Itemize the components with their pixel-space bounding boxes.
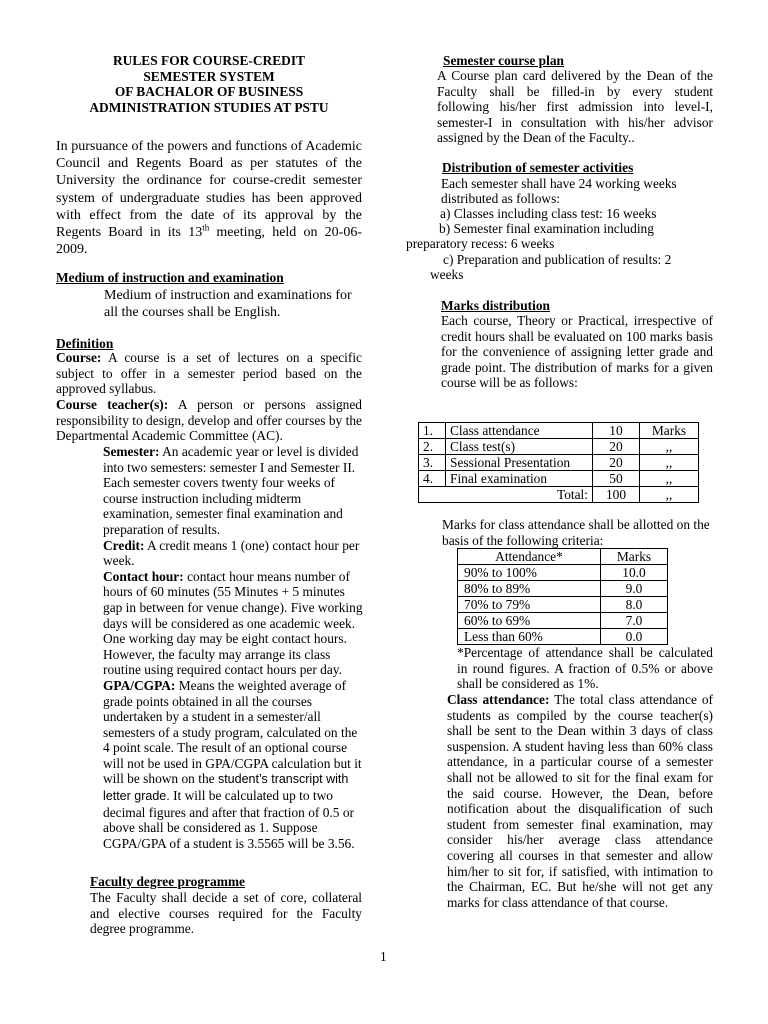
distribution-item-c1: c) Preparation and publication of results: 2 [443, 252, 672, 267]
definition-heading: Definition [56, 336, 114, 351]
table-row: 4. Final examination 50 ,, [419, 471, 699, 487]
table-row-total: Total: 100 ,, [419, 487, 699, 503]
table-row: 3. Sessional Presentation 20 ,, [419, 455, 699, 471]
distribution-line2: distributed as follows: [441, 191, 561, 206]
attendance-intro: Marks for class attendance shall be allotted on the basis of the following criteria: [442, 517, 710, 548]
document-title [56, 53, 362, 115]
definition-contact-hour: Contact hour: contact hour means number of hours of 60 minutes (55 Minutes + 5 minutes gap in between for venue change). Five working days will be considered as one academic week. One working day may be eight contact hours. However, the faculty may arrange its class routine using required contact hours per day. [103, 568, 363, 678]
table-row: 1. Class attendance 10 Marks [419, 423, 699, 439]
marks-text: Each course, Theory or Practical, irrespective of credit hours shall be evaluated on 100 marks basis for the convenience of assigning letter grade and grade point. The distribution of marks for a given course will be as follows: [441, 313, 713, 391]
title-line: RULES FOR COURSE-CREDIT [113, 53, 305, 68]
title-line: ADMINISTRATION STUDIES AT PSTU [89, 99, 329, 115]
distribution-line1: Each semester shall have 24 working weeks [441, 176, 677, 191]
table-row: Less than 60% 0.0 [458, 629, 668, 645]
medium-heading: Medium of instruction and examination [56, 270, 284, 285]
definition-credit: Credit: A credit means 1 (one) contact hour per week. [103, 537, 360, 569]
distribution-item-b2: preparatory recess: 6 weeks [406, 236, 555, 251]
table-row: 70% to 79% 8.0 [458, 597, 668, 613]
medium-text: Medium of instruction and examinations for all the courses shall be English. [104, 288, 352, 320]
intro-paragraph: In pursuance of the powers and functions of Academic Council and Regents Board as per statutes of the University the ordinance for course-credit semester system of undergraduate studies has been approved with effect from the date of its approval by the Regents Board in its 13th meeting, held on 20-06-2009. [56, 139, 363, 258]
page-number: 1 [380, 949, 387, 964]
definition-teacher: Course teacher(s): A person or persons assigned responsibility to design, develop and offer courses by the Departmental Academic Committee (AC). [56, 397, 362, 444]
distribution-heading: Distribution of semester activities [442, 160, 634, 175]
plan-text: A Course plan card delivered by the Dean of the Faculty shall be filled-in by every student following his/her first admission into level-I, semester-I in consultation with his/her advisor assigned by the Dean of the Faculty.. [437, 68, 713, 146]
definition-gpa: GPA/CGPA: Means the weighted average of grade points obtained in all the courses undertaken by a student in a semester/all semesters of a study program, calculated on the 4 point scale. The result of an optional course will not be used in GPA/CGPA calculation but it will be shown on the student’s transcript with letter grade. It will be calculated up to two decimal figures and after that fraction of 0.5 or above shall be considered as 1. Suppose CGPA/GPA of a student is 3.5565 will be 3.56. [103, 677, 362, 851]
distribution-item-b1: b) Semester final examination including [439, 221, 654, 236]
faculty-text: The Faculty shall decide a set of core, collateral and elective courses required for the Faculty degree programme. [90, 890, 362, 937]
table-header: Attendance* Marks [458, 549, 668, 565]
marks-heading: Marks distribution [441, 298, 551, 313]
title-line: SEMESTER SYSTEM [143, 68, 275, 84]
definition-indented [103, 444, 363, 851]
marks-table [418, 422, 699, 503]
faculty-heading: Faculty degree programme [90, 874, 245, 889]
title-line: OF BACHALOR OF BUSINESS [114, 84, 304, 100]
plan-heading: Semester course plan [443, 53, 564, 68]
distribution-item-a: a) Classes including class test: 16 weeks [440, 206, 657, 221]
table-row: 60% to 69% 7.0 [458, 613, 668, 629]
definition-semester: Semester: An academic year or level is divided into two semesters: semester I and Semester II. Each semester covers twenty four weeks of course instruction including midterm examination, semester final examination and preparation of results. [103, 444, 359, 537]
definition-course: Course: A course is a set of lectures on a specific subject to offer in a semester period based on the approved syllabus. [56, 350, 362, 397]
class-attendance-paragraph: Class attendance: The total class attendance of students as compiled by the course teacher(s) shall be sent to the Dean within 3 days of class suspension. A student having less than 60% class attendance, in a particular course of a semester shall not be allowed to sit for the final exam for the said course. However, the Dean, before notification about the disqualification of such student from semester final examination, may consider his/her average class attendance covering all courses in that semester and allow him/her to sit for, if satisfied, with intimation to the Chairman, EC. But he/she will not get any marks for class attendance of that course. [447, 692, 713, 910]
attendance-note: *Percentage of attendance shall be calculated in round figures. A fraction of 0.5% or above shall be considered as 1%. [457, 645, 713, 692]
table-row: 2. Class test(s) 20 ,, [419, 439, 699, 455]
attendance-table [457, 548, 668, 645]
table-row: 80% to 89% 9.0 [458, 581, 668, 597]
distribution-item-c2: weeks [430, 267, 464, 282]
table-row: 90% to 100% 10.0 [458, 565, 668, 581]
